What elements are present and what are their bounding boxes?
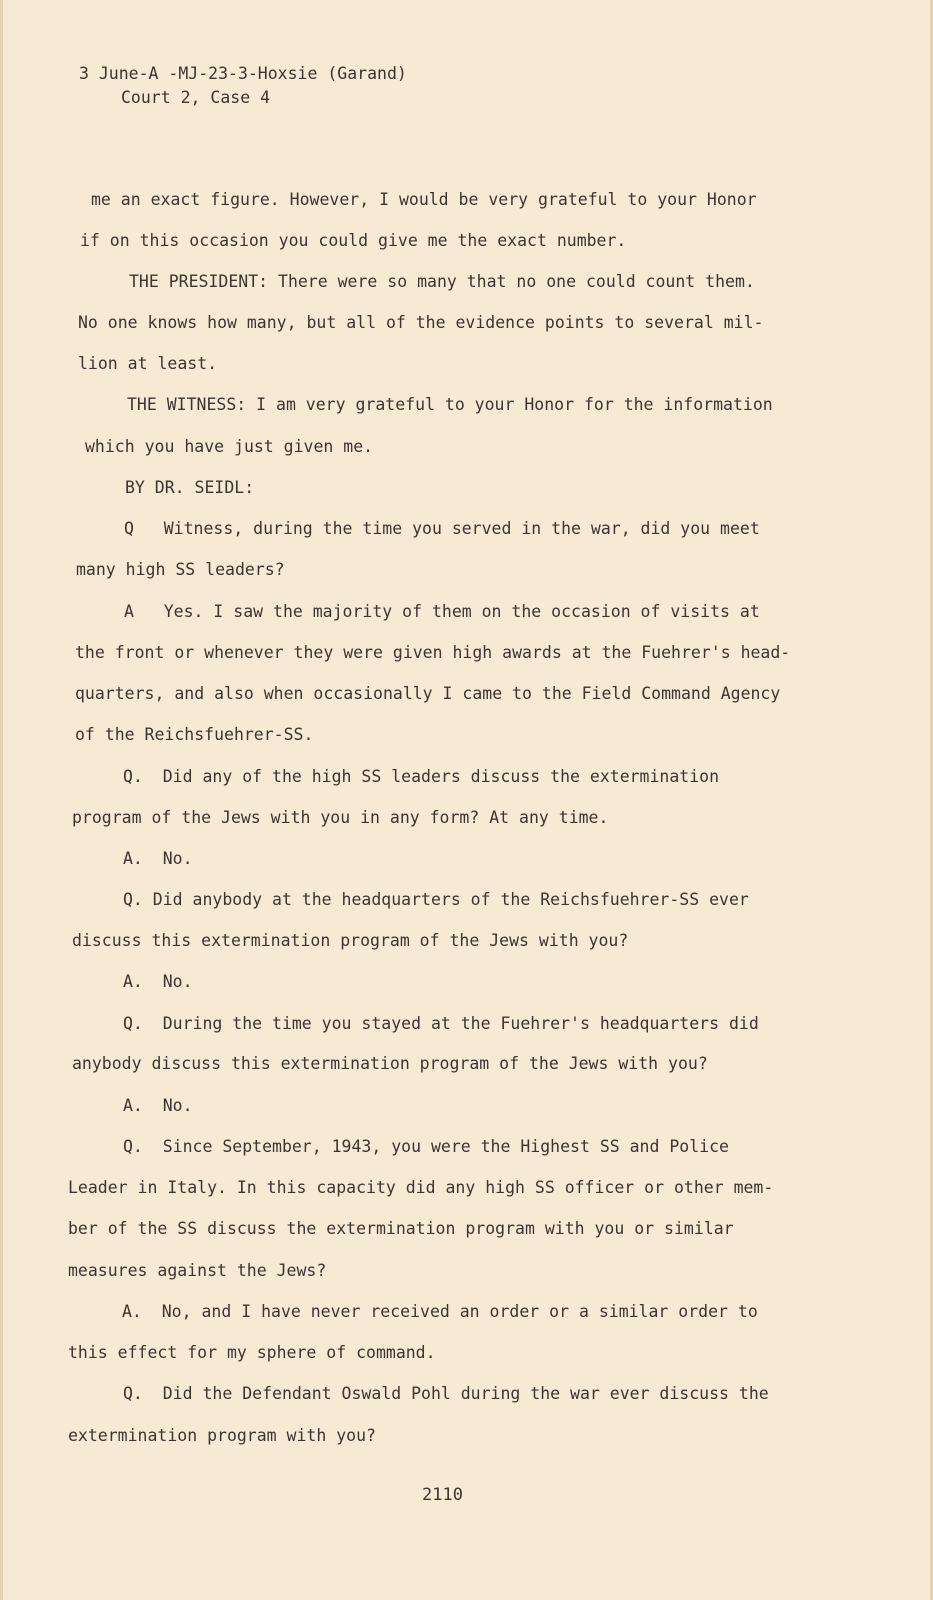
text-line: THE PRESIDENT: There were so many that no one could count them. <box>129 272 755 291</box>
header-court-case: Court 2, Case 4 <box>121 88 271 107</box>
text-line: lion at least. <box>78 354 218 373</box>
text-line: me an exact figure. However, I would be very grateful to your Honor <box>91 190 757 209</box>
page-number: 2110 <box>422 1485 463 1505</box>
text-line: Leader in Italy. In this capacity did any high SS officer or other mem- <box>68 1178 774 1197</box>
text-line: THE WITNESS: I am very grateful to your Honor for the information <box>127 395 773 414</box>
text-line: quarters, and also when occasionally I came to the Field Command Agency <box>75 684 781 703</box>
text-line: if on this occasion you could give me the exact number. <box>80 231 627 250</box>
text-line: ber of the SS discuss the extermination program with you or similar <box>68 1219 734 1238</box>
header-reference: 3 June-A -MJ-23-3-Hoxsie (Garand) <box>79 64 407 83</box>
text-line: program of the Jews with you in any form? At any time. <box>72 808 609 827</box>
text-line: BY DR. SEIDL: <box>125 478 255 497</box>
text-line: this effect for my sphere of command. <box>68 1343 436 1362</box>
text-line: No one knows how many, but all of the evidence points to several mil- <box>78 313 764 332</box>
document-header <box>79 62 407 110</box>
text-line: of the Reichsfuehrer-SS. <box>75 725 314 744</box>
text-line: anybody discuss this extermination program of the Jews with you? <box>72 1054 708 1073</box>
text-line: the front or whenever they were given high awards at the Fuehrer's head- <box>75 643 791 662</box>
text-line: A. No. <box>123 1096 193 1115</box>
text-line: Q. Did any of the high SS leaders discuss the extermination <box>123 767 720 786</box>
text-line: Q. During the time you stayed at the Fuehrer's headquarters did <box>123 1014 759 1033</box>
text-line: Q. Did the Defendant Oswald Pohl during the war ever discuss the <box>123 1384 769 1403</box>
text-line: Q. Did anybody at the headquarters of the Reichsfuehrer-SS ever <box>123 890 749 909</box>
text-line: A. No, and I have never received an order or a similar order to <box>122 1302 758 1321</box>
text-line: A. No. <box>123 849 193 868</box>
text-line: measures against the Jews? <box>68 1261 327 1280</box>
text-line: extermination program with you? <box>68 1426 376 1445</box>
text-line: many high SS leaders? <box>76 560 285 579</box>
text-line: discuss this extermination program of the Jews with you? <box>72 931 629 950</box>
text-line: A. No. <box>123 972 193 991</box>
text-line: A Yes. I saw the majority of them on the occasion of visits at <box>124 602 760 621</box>
text-line: Q. Since September, 1943, you were the Highest SS and Police <box>123 1137 729 1156</box>
text-line: Q Witness, during the time you served in the war, did you meet <box>124 519 760 538</box>
text-line: which you have just given me. <box>85 437 374 456</box>
